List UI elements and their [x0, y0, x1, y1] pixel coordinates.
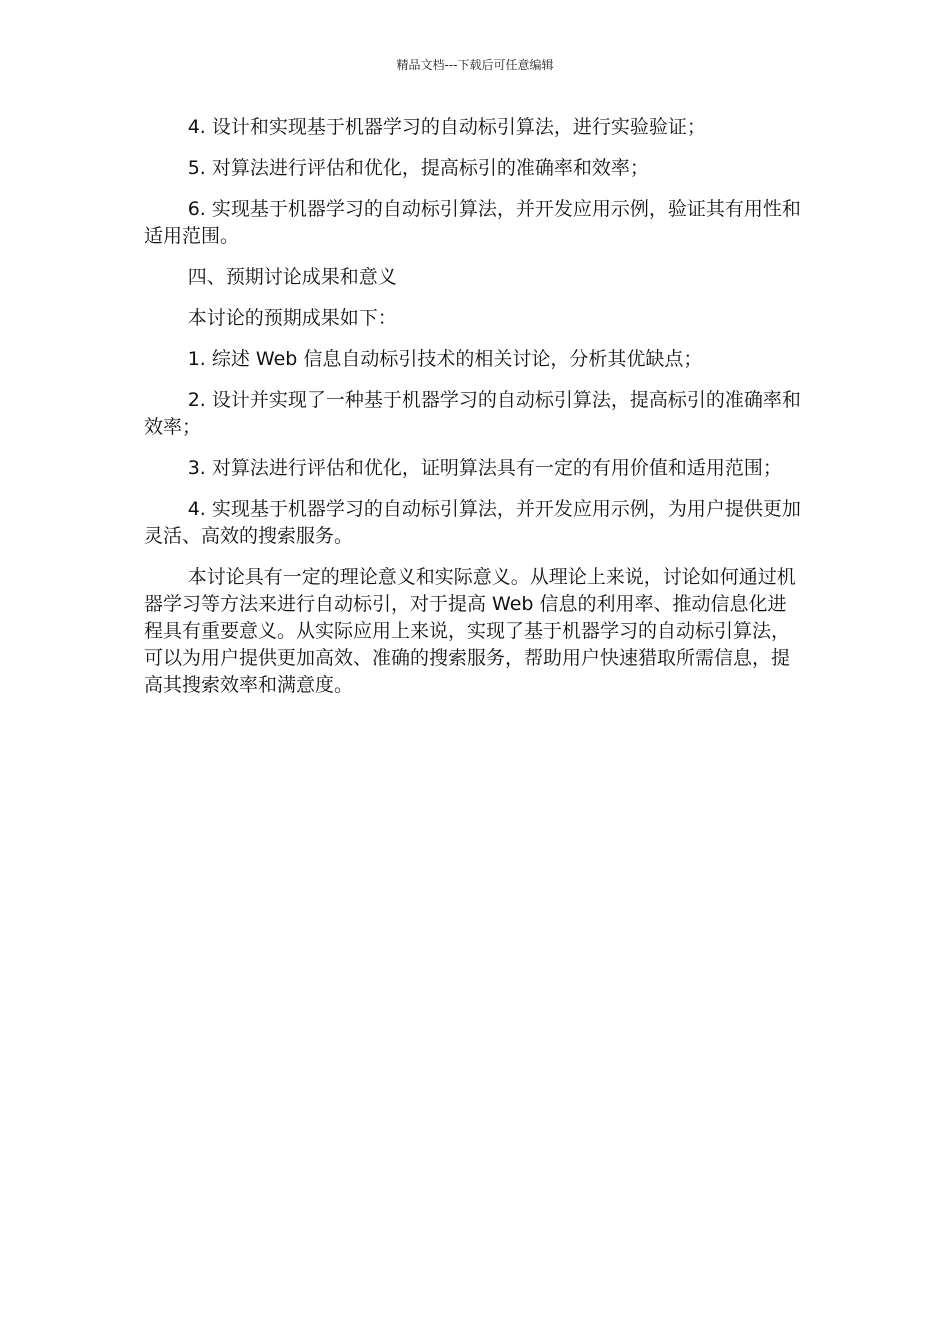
list-item-4-design: 4. 设计和实现基于机器学习的自动标引算法，进行实验验证；	[187, 116, 706, 138]
intro-paragraph: 本讨论的预期成果如下：	[187, 307, 397, 329]
outcome-item-4: 4. 实现基于机器学习的自动标引算法，并开发应用示例，为用户提供更加灵活、高效的搜索服务。	[144, 498, 801, 547]
page-header: 精品文档---下载后可任意编辑	[396, 58, 554, 72]
significance-paragraph: 本讨论具有一定的理论意义和实际意义。从理论上来说，讨论如何通过机器学习等方法来进行自动标引，对于提高 Web 信息的利用率、推动信息化进程具有重要意义。从实际应用上来说，实现了基于机器学习的自动标引算法，可以为用户提供更加高效、准确的搜索服务，帮助用户快速猎取所需信息，提高其搜索效率和满意度。	[144, 566, 796, 696]
outcome-item-3: 3. 对算法进行评估和优化，证明算法具有一定的有用价值和适用范围；	[187, 457, 782, 479]
list-item-5-evaluate: 5. 对算法进行评估和优化，提高标引的准确率和效率；	[187, 157, 649, 179]
section-heading: 四、预期讨论成果和意义	[187, 266, 397, 288]
outcome-item-2: 2. 设计并实现了一种基于机器学习的自动标引算法，提高标引的准确率和效率；	[144, 389, 801, 438]
document-body	[144, 114, 804, 713]
outcome-item-1: 1. 综述 Web 信息自动标引技术的相关讨论，分析其优缺点；	[187, 348, 703, 370]
list-item-6-implement: 6. 实现基于机器学习的自动标引算法，并开发应用示例，验证其有用性和适用范围。	[144, 198, 801, 247]
